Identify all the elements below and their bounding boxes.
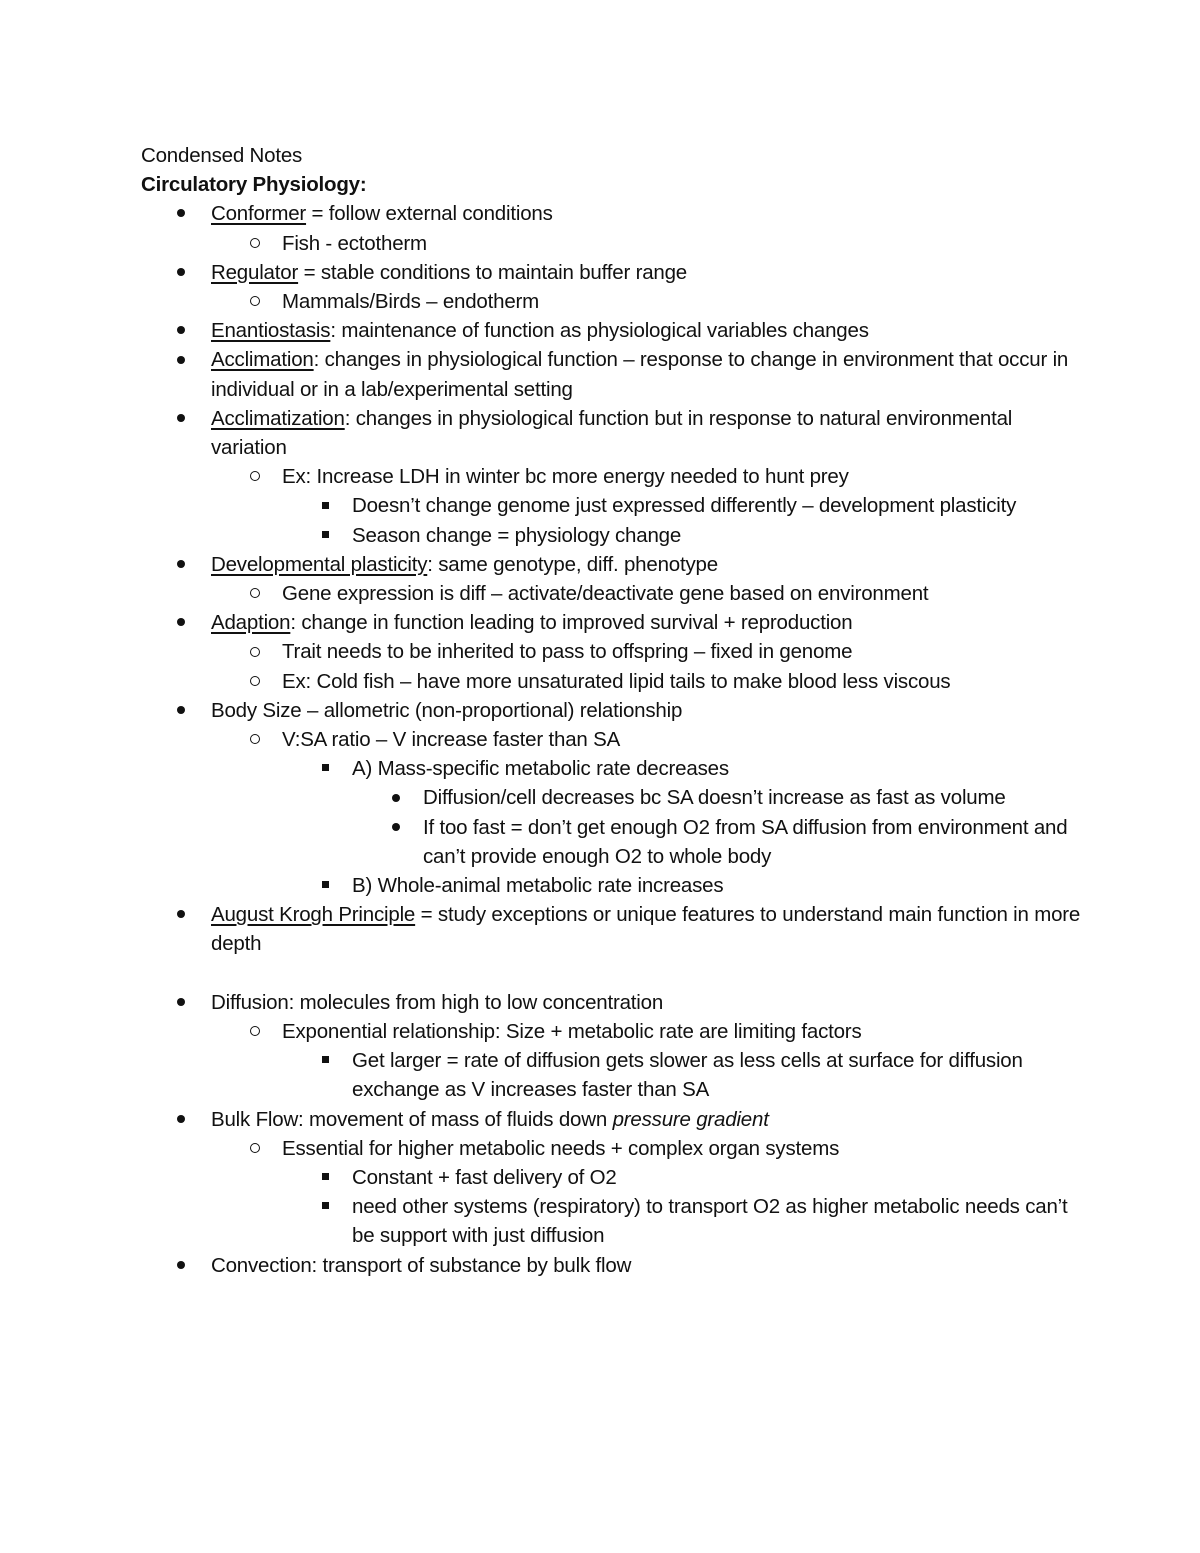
item-text: Mammals/Birds – endotherm (282, 290, 540, 314)
item-text: Ex: Cold fish – have more unsaturated lipid tails to make blood less viscous (282, 669, 951, 693)
bullet-circle-icon (245, 1134, 265, 1163)
bullet-dot-icon (171, 1105, 191, 1134)
term: Enantiostasis (211, 319, 331, 343)
term: Regulator (211, 260, 299, 284)
bullet-square-icon (315, 1163, 335, 1192)
definition: = follow external conditions (306, 202, 553, 226)
list-item (141, 988, 1081, 1017)
item-text: A) Mass-specific metabolic rate decreases (352, 757, 729, 781)
list-item (141, 1017, 1081, 1046)
list-item (141, 258, 1081, 287)
section-heading: Circulatory Physiology: (141, 173, 367, 197)
bullet-square-icon (315, 521, 335, 550)
item-text: Season change = physiology change (352, 523, 682, 547)
term: Acclimatization (211, 406, 345, 430)
bullet-dot-icon (171, 316, 191, 345)
term: Acclimation (211, 348, 314, 372)
blank-line (141, 959, 1081, 988)
list-item (141, 521, 1081, 550)
list-item (141, 696, 1081, 725)
bullet-dot-icon (171, 988, 191, 1017)
item-text: Convection: transport of substance by bulk flow (211, 1253, 632, 1277)
item-text: Ex: Increase LDH in winter bc more energy needed to hunt prey (282, 465, 849, 489)
bullet-dot-icon (171, 550, 191, 579)
bullet-square-icon (315, 491, 335, 520)
bullet-circle-icon (245, 725, 265, 754)
list-item (141, 345, 1081, 403)
emphasized-text: pressure gradient (612, 1107, 769, 1131)
item-text: Exponential relationship: Size + metabolic rate are limiting factors (282, 1019, 862, 1043)
bullet-dot-icon (171, 608, 191, 637)
list-item (141, 462, 1081, 491)
item-text: Fish - ectotherm (282, 231, 427, 255)
list-item (141, 199, 1081, 228)
document-title: Condensed Notes (141, 144, 303, 167)
list-item (141, 287, 1081, 316)
item-text: need other systems (respiratory) to transport O2 as higher metabolic needs can’t be support with just diffusion (352, 1195, 1068, 1248)
bullet-dot-icon (386, 813, 406, 842)
term: August Krogh Principle (211, 903, 416, 927)
bullet-square-icon (315, 754, 335, 783)
bullet-dot-icon (171, 258, 191, 287)
list-item (141, 491, 1081, 520)
bullet-dot-icon (171, 345, 191, 374)
item-text: Constant + fast delivery of O2 (352, 1165, 617, 1189)
list-item (141, 229, 1081, 258)
list-item (141, 1192, 1081, 1250)
item-text: Gene expression is diff – activate/deactivate gene based on environment (282, 582, 929, 606)
bullet-dot-icon (171, 199, 191, 228)
bullet-dot-icon (386, 783, 406, 812)
item-text: B) Whole-animal metabolic rate increases (352, 874, 724, 898)
item-text: Trait needs to be inherited to pass to offspring – fixed in genome (282, 640, 853, 664)
term: Developmental plasticity (211, 552, 428, 576)
list-item (141, 900, 1081, 958)
bullet-circle-icon (245, 229, 265, 258)
bullet-square-icon (315, 1046, 335, 1075)
list-item (141, 637, 1081, 666)
list-item (141, 1134, 1081, 1163)
list-item (141, 871, 1081, 900)
definition: = stable conditions to maintain buffer range (298, 260, 688, 284)
item-text: Get larger = rate of diffusion gets slower as less cells at surface for diffusion exchange as V increases faster than SA (352, 1049, 1023, 1102)
list-item (141, 1163, 1081, 1192)
item-text: Diffusion: molecules from high to low concentration (211, 990, 664, 1014)
list-item (141, 608, 1081, 637)
bullet-circle-icon (245, 579, 265, 608)
list-item (141, 667, 1081, 696)
item-text: V:SA ratio – V increase faster than SA (282, 728, 621, 752)
list-item (141, 783, 1081, 812)
definition: : changes in physiological function – response to change in environment that occur in individual or in a lab/experimental setting (211, 348, 1069, 401)
list-item (141, 813, 1081, 871)
list-item (141, 1105, 1081, 1134)
bullet-circle-icon (245, 287, 265, 316)
bullet-circle-icon (245, 637, 265, 666)
definition: = study exceptions or unique features to understand main function in more depth (211, 903, 1081, 956)
bullet-square-icon (315, 1192, 335, 1221)
bullet-dot-icon (171, 900, 191, 929)
list-item (141, 1046, 1081, 1104)
list-item (141, 550, 1081, 579)
list-item (141, 754, 1081, 783)
list-item (141, 404, 1081, 462)
bullet-dot-icon (171, 696, 191, 725)
term: Adaption (211, 611, 291, 635)
item-text: Bulk Flow: movement of mass of fluids down (211, 1107, 613, 1131)
list-item (141, 1251, 1081, 1280)
item-text: Body Size – allometric (non-proportional) relationship (211, 698, 683, 722)
definition: : maintenance of function as physiological variables changes (330, 319, 869, 343)
definition: : change in function leading to improved survival + reproduction (290, 611, 853, 635)
notes-body (141, 141, 1081, 1280)
list-item (141, 725, 1081, 754)
bullet-dot-icon (171, 1251, 191, 1280)
item-text: If too fast = don’t get enough O2 from SA diffusion from environment and can’t provide enough O2 to whole body (423, 815, 1068, 868)
item-text: Doesn’t change genome just expressed differently – development plasticity (352, 494, 1017, 518)
definition: : changes in physiological function but in response to natural environmental variation (211, 406, 1013, 460)
list-item (141, 316, 1081, 345)
bullet-circle-icon (245, 667, 265, 696)
bullet-square-icon (315, 871, 335, 900)
item-text: Diffusion/cell decreases bc SA doesn’t increase as fast as volume (423, 786, 1006, 810)
term: Conformer (211, 202, 307, 226)
bullet-circle-icon (245, 462, 265, 491)
bullet-circle-icon (245, 1017, 265, 1046)
definition: : same genotype, diff. phenotype (427, 552, 718, 576)
item-text: Essential for higher metabolic needs + complex organ systems (282, 1136, 840, 1160)
bullet-dot-icon (171, 404, 191, 433)
list-item (141, 579, 1081, 608)
